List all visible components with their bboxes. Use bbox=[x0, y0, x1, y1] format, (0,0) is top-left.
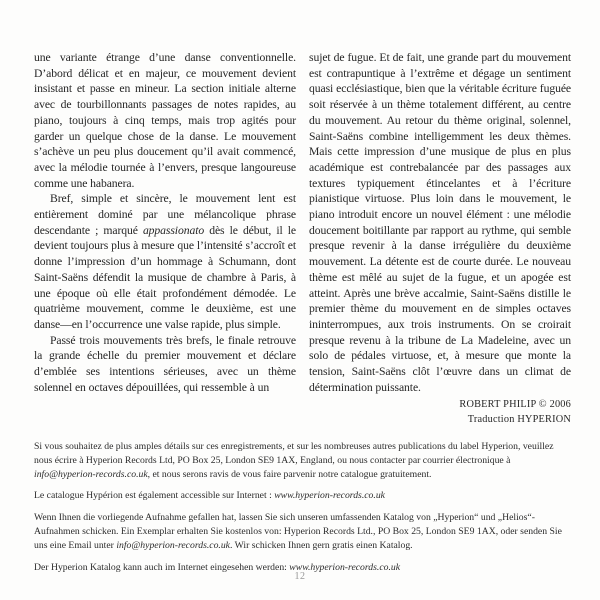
paragraph-fugue-subject: sujet de fugue. Et de fait, une grande part du mouvement est contrapuntique à l’extrême et dégage un sentiment quasi ecclésiastique, bien que la véritable écriture fuguée soit réservée à un thème totalement différent, au centre du mouvement. Au retour du thème original, solennel, Saint-Saëns combine intelligemment les deux thèmes. Mais cette impression d’une musique de plus en plus académique est contrebalancée par des passages aux textures typiquement étincelantes et à l’écriture pianistique virtuose. Plus loin dans le mouvement, le piano introduit encore un nouvel élément : une mélodie doucement boitillante par rapport au rythme, qui semble presque revenir à la danse irrégulière du deuxième mouvement. La détente est de courte durée. Le nouveau thème est mêlé au sujet de la fugue, et un apogée est atteint. Après une brève accalmie, Saint-Saëns distille le premier thème du mouvement en de simples octaves ininterrompues, aux trois instruments. On se croirait presque revenu à la tribune de La Madeleine, avec un solo de pédales virtuose, et, à mesure que monte la tension, Saint-Saëns clôt l’œuvre dans un climat de détermination puissante. bbox=[309, 51, 571, 394]
text-column-left bbox=[34, 50, 296, 427]
article-body bbox=[34, 50, 571, 427]
translation-credit: Traduction HYPERION bbox=[467, 413, 571, 425]
website-url: www.hyperion-records.co.uk bbox=[289, 561, 401, 573]
italic-term-appassionato: appassionato bbox=[142, 223, 205, 237]
website-url: www.hyperion-records.co.uk bbox=[274, 490, 385, 502]
text-column-right bbox=[309, 50, 571, 427]
text-segment: Bref, simple et sincère, le mouvement lent est entièrement dominé par une mélancolique phrase descendante ; marqué bbox=[34, 192, 296, 237]
email-address: info@hyperion-records.co.uk bbox=[116, 539, 230, 551]
author-credit: ROBERT PHILIP © 2006 bbox=[459, 399, 571, 411]
text-segment: Wenn Ihnen die vorliegende Aufnahme gefallen hat, lassen Sie sich unseren umfassenden Katalog von „Hyperion“ und „Helios“-Aufnahmen schicken. Ein Exemplar erhalten Sie kostenlos von: Hyperion Records Ltd., PO Box 25, London SE9 1AX, oder senden Sie uns eine Email unter bbox=[34, 512, 562, 551]
publisher-notes bbox=[34, 440, 568, 582]
text-segment: Le catalogue Hypérion est également accessible sur Internet : bbox=[34, 490, 275, 502]
page-number: 12 bbox=[294, 571, 306, 582]
text-segment: Si vous souhaitez de plus amples détails sur ces enregistrements, et sur les nombreuses autres publications du label Hyperion, veuillez nous écrire à Hyperion Records Ltd, PO Box 25, London SE9 1AX, England, ou nous contacter par courrier électronique à bbox=[34, 441, 554, 466]
paragraph-slow-movement bbox=[34, 191, 296, 332]
email-address: info@hyperion-records.co.uk bbox=[34, 468, 148, 480]
footer-note-german-contact bbox=[34, 511, 568, 552]
footer-note-french-catalogue bbox=[34, 489, 568, 503]
footer-note-french-contact bbox=[34, 440, 568, 481]
paragraph-finale-intro: Passé trois mouvements très brefs, le finale retrouve la grande échelle du premier mouvement et déclare d’emblée ses intentions sérieuses, avec un thème solennel en octaves dépouillées, qui ressemble à un bbox=[34, 333, 296, 394]
text-segment: dès le début, il le devient toujours plus à mesure que l’intensité s’accroît et donne l’impression d’un hommage à Schumann, dont Saint-Saëns défendit la musique de chambre à Paris, à une époque où elle était profondément démodée. Le quatrième mouvement, comme le deuxième, est une danse—en l’occurrence une valse rapide, plus simple. bbox=[34, 223, 296, 331]
paragraph-dance-variant: une variante étrange d’une danse conventionnelle. D’abord délicat et en majeur, ce mouvement devient insistant et passe en mineur. La section initiale alterne avec de tourbillonnants passages de notes rapides, au piano, toujours à cinq temps, mais trop agités pour garder un quelque chose de la danse. Le mouvement s’achève un peu plus doucement qu’il avait commencé, avec la mélodie tournée à l’envers, presque langoureuse comme une habanera. bbox=[34, 51, 296, 190]
text-segment: Der Hyperion Katalog kann auch im Internet eingesehen werden: bbox=[34, 561, 290, 573]
text-segment: , et nous serons ravis de vous faire parvenir notre catalogue gratuitement. bbox=[147, 468, 432, 480]
text-segment: . Wir schicken Ihnen gern gratis einen Katalog. bbox=[229, 539, 413, 551]
